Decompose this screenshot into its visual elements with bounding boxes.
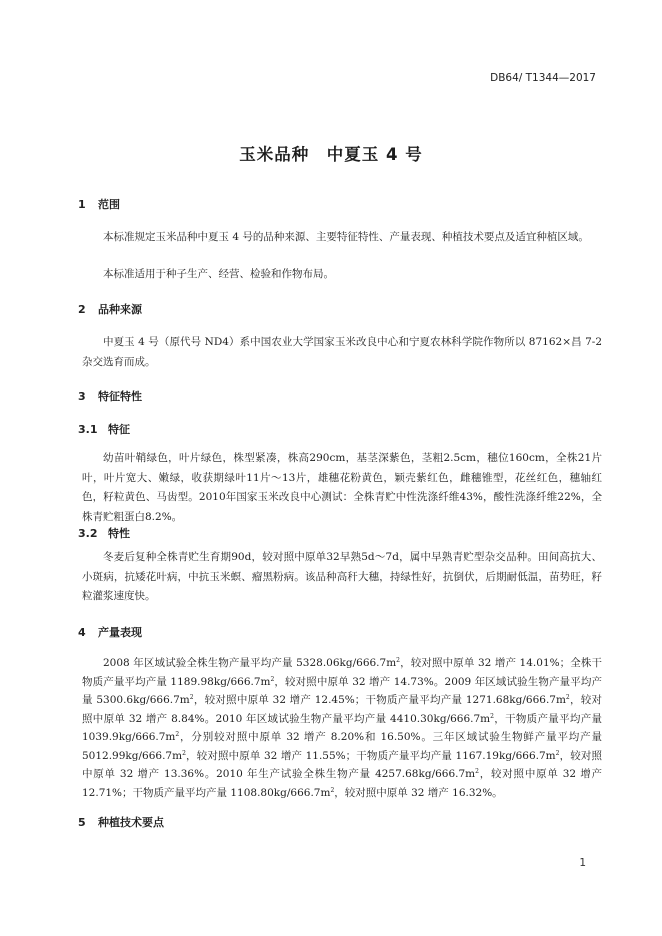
subsection-title: 特征 [108, 423, 130, 436]
section-title: 范围 [98, 198, 120, 211]
scope-paragraph-1: 本标准规定玉米品种中夏玉 4 号的品种来源、主要特征特性、产量表现、种植技术要点及适宜种植区域。 [103, 231, 589, 243]
unit-superscript: 2 [270, 675, 275, 683]
section-number: 1 [78, 198, 86, 211]
unit-superscript: 2 [475, 768, 479, 775]
section-title: 品种来源 [98, 303, 142, 316]
document-title: 玉米品种 中夏玉 4 号 [239, 145, 423, 164]
yield-text-2: ，较对照中原单 32 增产 14.01%；全株干物质产量平均产量 1189.98kg/666.7m [82, 657, 602, 688]
page-number: 1 [579, 857, 586, 869]
subsection-number: 3.1 [78, 423, 98, 436]
yield-text-3: ，较对照中原单 32 增产 14.73%。2009 年区域试验生物产量平均产量 5300.6kg/666.7m [82, 675, 603, 706]
yield-text-9: ，较对照中原单 32 增产 13.36%。2010 年生产试验全株生物产量 4257.68kg/666.7m [82, 749, 603, 780]
yield-text-5: ，较对照中原单 32 增产 8.84%。2010 年区域试验生物产量平均产量 4410.30kg/666.7m [82, 694, 603, 725]
unit-superscript: 2 [182, 749, 186, 757]
yield-text-6: ，干物质产量平均产量 1039.9kg/666.7m [82, 712, 603, 743]
subsection-title: 特性 [108, 527, 130, 540]
features-paragraph: 幼苗叶鞘绿色，叶片绿色，株型紧凑，株高290cm，基茎深紫色，茎粗2.5cm，穗位160cm，全株21片叶，叶片宽大、嫩绿，收获期绿叶11片～13片，雄穗花粉黄色，颖壳紫红色，雌穗锥型，花丝红色，穗轴红色，籽粒黄色、马齿型。2010年国家玉米改良中心测试：全株青贮中性洗涤纤维43%，酸性洗涤纤维22%，全株青贮粗蛋白8.2%。 [82, 452, 602, 523]
subsection-heading-characteristics [78, 525, 130, 541]
section-title: 种植技术要点 [98, 816, 164, 829]
unit-superscript: 2 [330, 786, 335, 794]
section-number: 2 [78, 303, 86, 316]
yield-text-7: ，分别较对照中原单 32 增产 8.20%和 16.50%。三年区域试验生物鲜产量平均产量 5012.99kg/666.7m [82, 731, 602, 762]
section-number: 3 [78, 390, 86, 403]
document-code: DB64/ T1344—2017 [490, 72, 596, 84]
unit-superscript: 2 [565, 694, 570, 701]
yield-text-8: ，较对照中原单 32 增产 11.55%；干物质产量平均产量 1167.19kg/666.7m [185, 749, 556, 762]
section-heading-techniques [78, 814, 164, 830]
section-number: 4 [78, 626, 86, 639]
yield-text-1: 2008 年区域试验全株生物产量平均产量 5328.06kg/666.7m [103, 657, 397, 669]
unit-superscript: 2 [555, 749, 560, 757]
scope-paragraph-2: 本标准适用于种子生产、经营、检验和作物布局。 [103, 268, 334, 280]
source-paragraph: 中夏玉 4 号（原代号 ND4）系中国农业大学国家玉米改良中心和宁夏农林科学院作物所以 87162×昌 7-2 杂交选育而成。 [82, 336, 602, 368]
section-heading-scope [78, 196, 120, 212]
unit-superscript: 2 [189, 694, 194, 701]
subsection-number: 3.2 [78, 527, 98, 540]
yield-paragraph [82, 654, 602, 802]
yield-text-11: ，较对照中原单 32 增产 16.32%。 [334, 786, 503, 799]
section-heading-source [78, 301, 142, 317]
section-title: 特征特性 [98, 390, 142, 403]
unit-superscript: 2 [490, 712, 494, 720]
characteristics-paragraph: 冬麦后复种全株青贮生育期90d，较对照中原单32早熟5d～7d，属中早熟青贮型杂交品种。田间高抗大、小斑病，抗矮花叶病，中抗玉米螟、瘤黑粉病。该品种高秆大穗，持绿性好，抗倒伏，后期耐低温，苗势旺，籽粒灌浆速度快。 [82, 551, 602, 602]
section-title: 产量表现 [98, 626, 142, 639]
unit-superscript: 2 [175, 731, 180, 738]
unit-superscript: 2 [396, 657, 400, 664]
yield-text-4: ，较对照中原单 32 增产 12.45%；干物质产量平均产量 1271.68kg/666.7m [193, 694, 566, 706]
yield-text-10: ，较对照中原单 32 增产 12.71%；干物质产量平均产量 1108.80kg/666.7m [82, 768, 602, 799]
section-heading-yield [78, 624, 142, 640]
section-heading-traits [78, 388, 142, 404]
subsection-heading-features [78, 421, 130, 437]
section-number: 5 [78, 816, 86, 829]
